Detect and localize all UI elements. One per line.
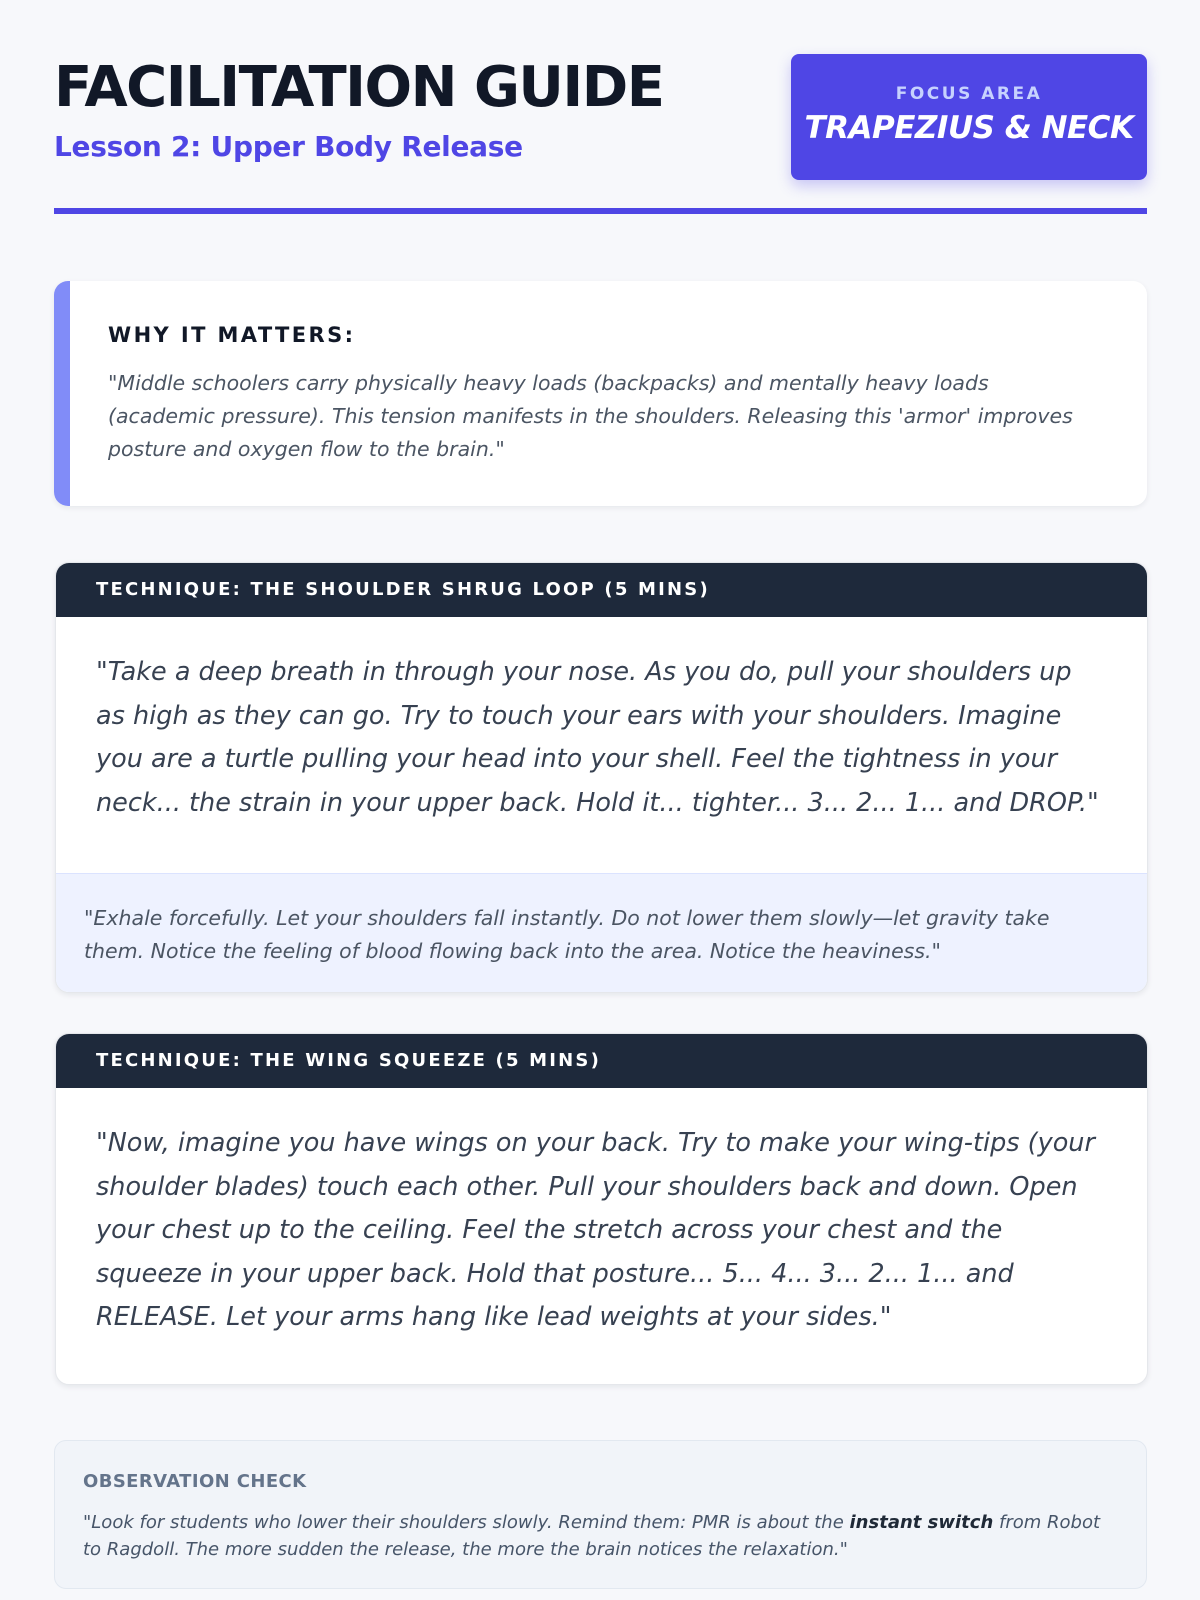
release-instruction: "Exhale forcefully. Let your shoulders fall instantly. Do not lower them slowly—let gravity take them. Notice the feeling of blood flowing back into the area. Notice the heaviness." <box>56 873 1147 992</box>
page-title: FACILITATION GUIDE <box>54 55 664 120</box>
why-it-matters-card <box>54 281 1147 506</box>
technique-script: "Now, imagine you have wings on your back. Try to make your wing-tips (your shoulder blades) touch each other. Pull your shoulders back and down. Open your chest up to the ceiling. Feel the stretch across your chest and the squeeze in your upper back. Hold that posture... 5... 4... 3... 2... 1... and RELEASE. Let your arms hang like lead weights at your sides." <box>96 1128 1095 1332</box>
observation-check-heading: OBSERVATION CHECK <box>83 1471 307 1492</box>
focus-area-value: TRAPEZIUS & NECK <box>804 110 1134 146</box>
page-header <box>54 54 1147 214</box>
lesson-subtitle: Lesson 2: Upper Body Release <box>54 130 523 163</box>
technique-card-wing-squeeze <box>55 1033 1148 1385</box>
observation-text-end: from Robot to Ragdoll. The more sudden the release, the more the brain notices the relaxation." <box>83 1512 1101 1560</box>
technique-script: "Take a deep breath in through your nose. As you do, pull your shoulders up as high as they can go. Try to touch your ears with your shoulders. Imagine you are a turtle pulling your head into your shell. Feel the tightness in your neck... the strain in your upper back. Hold it... tighter... 3... 2... 1... and DROP." <box>96 657 1099 818</box>
observation-text-start: "Look for students who lower their shoulders slowly. Remind them: PMR is about the <box>83 1512 850 1533</box>
why-accent-bar <box>54 281 70 506</box>
why-it-matters-text: "Middle schoolers carry physically heavy loads (backpacks) and mentally heavy loads (academic pressure). This tension manifests in the shoulders. Releasing this 'armor' improves posture and oxygen flow to the brain." <box>108 371 1073 461</box>
technique-card-shoulder-shrug <box>55 562 1148 993</box>
technique-heading: TECHNIQUE: THE WING SQUEEZE (5 MINS) <box>56 1034 1147 1088</box>
header-divider <box>54 208 1147 214</box>
technique-heading: TECHNIQUE: THE SHOULDER SHRUG LOOP (5 MINS) <box>56 563 1147 617</box>
focus-area-badge <box>791 54 1147 180</box>
why-it-matters-heading: WHY IT MATTERS: <box>108 323 356 347</box>
observation-text-emphasis: instant switch <box>849 1512 994 1533</box>
observation-check-card <box>54 1440 1147 1589</box>
observation-check-text <box>83 1509 1113 1563</box>
focus-area-label: FOCUS AREA <box>895 84 1043 104</box>
